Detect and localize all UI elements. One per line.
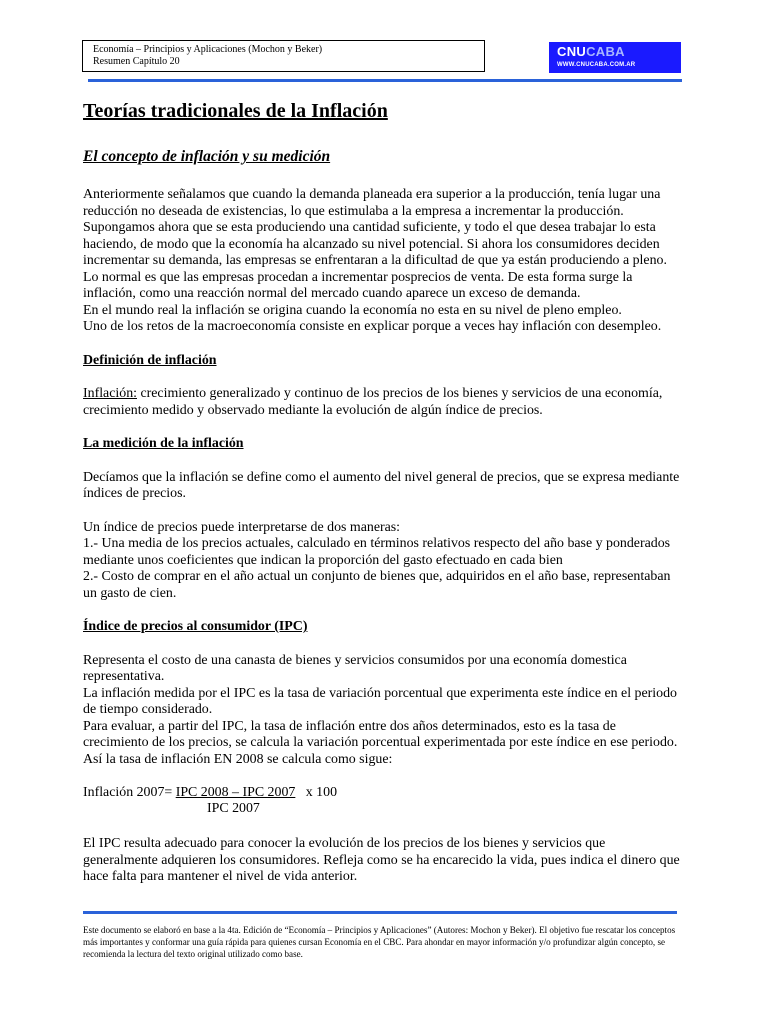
ipc-paragraph-2: La inflación medida por el IPC es la tasa de variación porcentual que experimenta este índice en el periodo de tiempo considerado. <box>83 685 677 717</box>
definition-text: crecimiento generalizado y continuo de los precios de los bienes y servicios de una economía, crecimiento medido y observado mediante la evolución de algún índice de precios. <box>83 386 663 418</box>
cnucaba-logo <box>549 42 681 73</box>
intro-paragraph: Anteriormente señalamos que cuando la demanda planeada era superior a la producción, tenía lugar una reducción no deseada de existencias, lo que estimulaba a la empresa a incrementar la producción. Supongamos ahora que se esta produciendo una cantidad suficiente, y todo el que desea trabajar lo esta haciendo, de modo que la economía ha alcanzado su nivel potencial. Si ahora los consumidores deciden incrementar su demanda, las empresas se enfrentaran a la dificultad de que ya están produciendo a pleno. Lo normal es que las empresas procedan a incrementar posprecios de venta. De esta forma surge la inflación, como una reacción normal del mercado cuando aparece un exceso de demanda. <box>83 187 667 301</box>
formula-denominator: IPC 2007 <box>207 801 260 816</box>
definition-heading: Definición de inflación <box>83 352 217 368</box>
formula-multiplier: x 100 <box>295 785 338 800</box>
intro-paragraph-3: Uno de los retos de la macroeconomía consiste en explicar porque a veces hay inflación con desempleo. <box>83 319 662 334</box>
footer-divider <box>83 911 677 914</box>
definition-term: Inflación: <box>83 386 137 401</box>
footer-note: Este documento se elaboró en base a la 4ta. Edición de “Economía – Principios y Aplicaciones” (Autores: Mochon y Beker). El objetivo fue rescatar los conceptos más importantes y conformar una guía rápida para quienes cursan Economía en el CBC. Para ahondar en mayor información y/o profundizar algún concepto, se recomienda la lectura del texto original utilizado como base. <box>83 925 676 959</box>
page-title: Teorías tradicionales de la Inflación <box>83 100 388 122</box>
logo-brand-b: CABA <box>586 44 625 59</box>
section-title: El concepto de inflación y su medición <box>83 148 331 165</box>
logo-brand-a: CNU <box>557 44 587 59</box>
inflation-formula <box>83 785 683 819</box>
intro-paragraph-2: En el mundo real la inflación se origina cuando la economía no esta en su nivel de pleno empleo. <box>83 302 622 318</box>
logo-brand <box>557 44 625 59</box>
header-box <box>82 40 485 72</box>
ipc-paragraph-4: El IPC resulta adecuado para conocer la evolución de los precios de los bienes y servicios que generalmente adquieren los consumidores. Refleja como se ha encarecido la vida, pues indica el dinero que hace falta para mantener el nivel de vida anterior. <box>83 836 680 884</box>
measurement-heading: La medición de la inflación <box>83 436 244 451</box>
header-divider <box>88 79 682 82</box>
definition-paragraph <box>83 386 683 419</box>
measurement-item-1: 1.- Una media de los precios actuales, calculado en términos relativos respecto del año base y ponderados mediante unos coeficientes que indican la proporción del gasto efectuado en cada bien <box>83 536 671 568</box>
measurement-item-2: 2.- Costo de comprar en el año actual un conjunto de bienes que, adquiridos en el año base, representaban un gasto de cien. <box>83 569 671 601</box>
ipc-paragraph-3: Para evaluar, a partir del IPC, la tasa de inflación entre dos años determinados, esto es la tasa de crecimiento de los precios, se calcula la variación porcentual experimentada por este índice en ese periodo. Así la tasa de inflación EN 2008 se calcula como sigue: <box>83 718 678 767</box>
header-chapter: Resumen Capítulo 20 <box>93 56 180 67</box>
formula-numerator: IPC 2008 – IPC 2007 <box>175 785 296 800</box>
formula-lhs: Inflación 2007= <box>83 785 176 800</box>
measurement-paragraph-2: Un índice de precios puede interpretarse de dos maneras: <box>83 519 401 535</box>
ipc-paragraph-1: Representa el costo de una canasta de bienes y servicios consumidos por una economía domestica representativa. <box>83 652 627 684</box>
header-book: Economía – Principios y Aplicaciones (Mochon y Beker) <box>93 44 323 55</box>
document-body <box>83 99 683 886</box>
measurement-paragraph-1: Decíamos que la inflación se define como el aumento del nivel general de precios, que se expresa mediante índices de precios. <box>83 469 680 501</box>
logo-url: WWW.CNUCABA.COM.AR <box>557 62 636 68</box>
ipc-heading: Índice de precios al consumidor (IPC) <box>83 619 308 634</box>
